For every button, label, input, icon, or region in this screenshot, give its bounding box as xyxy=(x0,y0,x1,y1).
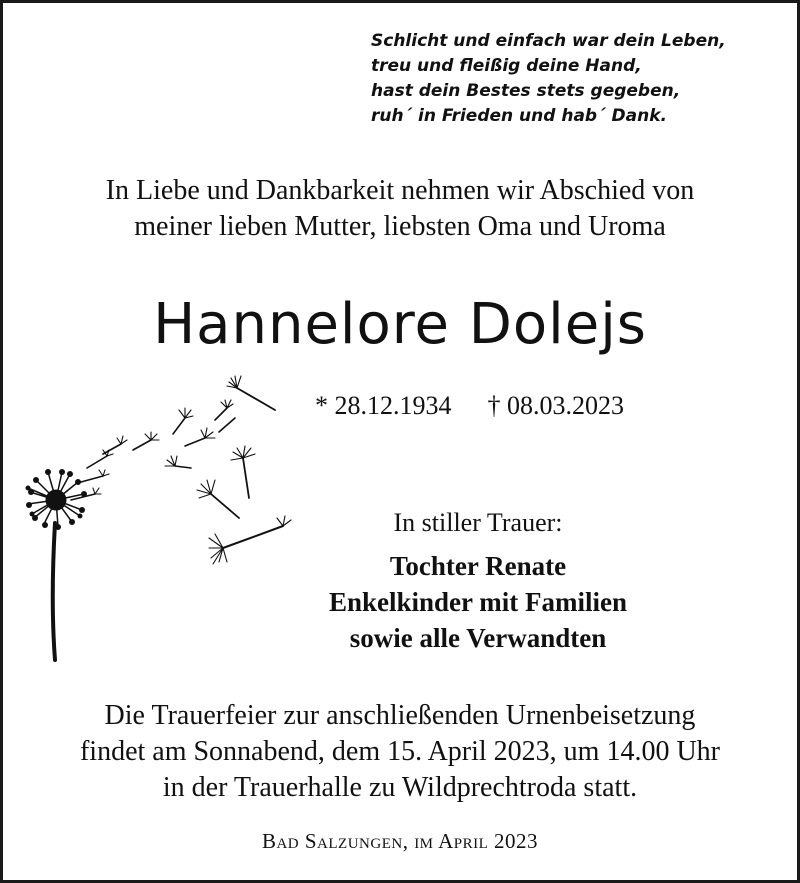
dandelion-icon xyxy=(23,358,298,663)
ceremony-line: Die Trauerfeier zur anschließenden Urnenbeisetzung xyxy=(104,700,696,731)
place-date: Bad Salzungen, im April 2023 xyxy=(261,829,539,853)
mourner-entry: Tochter Renate xyxy=(389,551,567,581)
intro-line: meiner lieben Mutter, liebsten Oma und Uroma xyxy=(134,211,666,242)
mourners-block xyxy=(283,506,673,656)
poem xyxy=(371,29,791,129)
poem-line: treu und fleißig deine Hand, xyxy=(371,56,642,76)
mourner-entry: sowie alle Verwandten xyxy=(349,623,607,653)
mourner-entry: Enkelkinder mit Familien xyxy=(328,587,628,617)
ceremony-info xyxy=(3,698,797,806)
ceremony-line: findet am Sonnabend, dem 15. April 2023, um 14.00 Uhr xyxy=(79,736,721,767)
death-date: † 08.03.2023 xyxy=(487,391,624,420)
life-dates xyxy=(315,389,624,423)
intro-line: In Liebe und Dankbarkeit nehmen wir Abschied von xyxy=(105,175,695,206)
poem-line: Schlicht und einfach war dein Leben, xyxy=(371,31,726,51)
ceremony-line: in der Trauerhalle zu Wildprechtroda statt. xyxy=(162,772,638,803)
poem-line: hast dein Bestes stets gegeben, xyxy=(371,81,681,101)
intro-text xyxy=(3,173,797,245)
birth-date: * 28.12.1934 xyxy=(315,391,452,420)
mourning-label: In stiller Trauer: xyxy=(393,508,563,537)
poem-line: ruh´ in Frieden und hab´ Dank. xyxy=(371,106,667,126)
deceased-name: Hannelore Dolejs xyxy=(153,292,647,357)
